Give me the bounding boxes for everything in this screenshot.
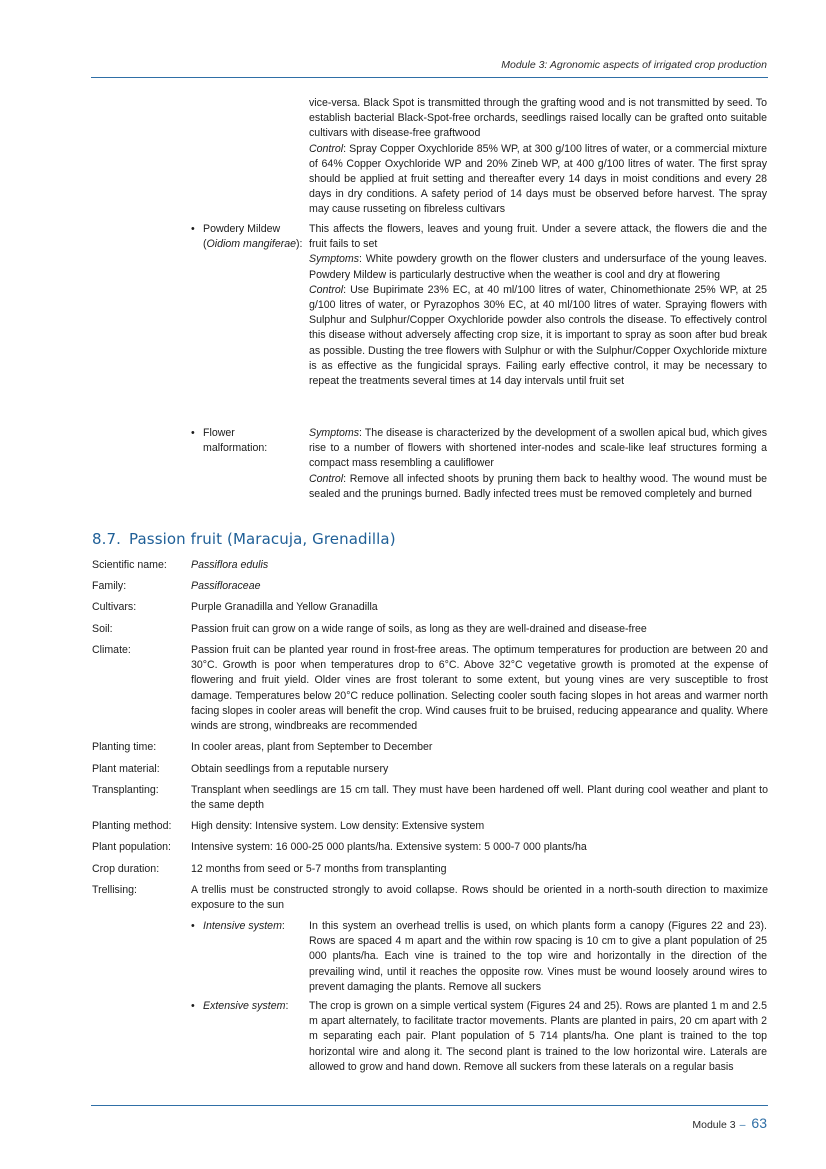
- system-name: Extensive system: [203, 1000, 286, 1012]
- bullet-icon: •: [191, 223, 195, 235]
- row-key: Planting time:: [92, 741, 157, 753]
- disease-name: Flower malformation:: [203, 427, 268, 455]
- row-key: Soil:: [92, 623, 113, 635]
- row-key: Transplanting:: [92, 784, 159, 796]
- system-name: Intensive system: [203, 920, 282, 932]
- powdery-mildew-description: [309, 222, 767, 389]
- row-key: Cultivars:: [92, 601, 137, 613]
- row-value: Transplant when seedlings are 15 cm tall. They must have been hardened off well. Plant during cool weather and plant to the same depth: [191, 784, 768, 812]
- row-value: Passifloraceae: [191, 580, 261, 592]
- row-value: High density: Intensive system. Low density: Extensive system: [191, 820, 485, 832]
- symptoms-label: Symptoms: [309, 253, 360, 266]
- control-text: : Spray Copper Oxychloride 85% WP, at 300 g/100 litres of water, or a commercial mixture of 64% Copper Oxychloride WP and 20% Zineb WP, at 400 g/100 litres of water. The first spray should be applied at fruit setting and thereafter every 14 days in moist conditions and every 28 days in dry conditions. A safety period of 14 days must be observed before harvest. The spray may cause russeting on fibreless cultivars: [309, 142, 767, 216]
- row-value: 12 months from seed or 5-7 months from transplanting: [191, 863, 447, 875]
- page-footer: Module 3 – 63: [692, 1115, 767, 1131]
- bullet-icon: •: [191, 427, 195, 439]
- control-label: Control: [309, 472, 344, 485]
- symptoms-text: : The disease is characterized by the development of a swollen apical bud, which gives rise to a number of flowers with shortened inter-nodes and scale-like leaf structures forming a compact mass resembling a cauliflower: [309, 427, 767, 470]
- powdery-mildew-control: [309, 283, 767, 389]
- row-value: Passion fruit can be planted year round in frost-free areas. The optimum temperatures for production are between 20 and 30°C. Growth is poor when temperatures drop to 6°C. Above 32°C vegetative growth is promoted at the expense of flowering and fruit yield. Older vines are frost tolerant to some extent, but young vines are very susceptible to frost damage. Temperatures below 20°C reduce pollination. Selecting cooler south facing slopes in hot areas and warmer north facing slopes in cooler areas will benefit the crop. Wind causes fruit to be bruised, reducing appearance and quality. Where winds are strong, windbreaks are recommended: [191, 644, 768, 733]
- powdery-mildew-symptoms: [309, 252, 767, 282]
- disease-name: Powdery Mildew: [203, 223, 281, 235]
- section-title: Passion fruit (Maracuja, Grenadilla): [129, 530, 396, 548]
- control-label: Control: [309, 142, 344, 155]
- page-number: 63: [751, 1115, 767, 1131]
- row-key: Plant population:: [92, 841, 171, 853]
- row-key: Climate:: [92, 644, 131, 656]
- bullet-icon: •: [191, 920, 195, 932]
- powdery-mildew-intro: This affects the flowers, leaves and young fruit. Under a severe attack, the flowers die and the fruit fails to set: [309, 223, 767, 251]
- header-rule: [91, 77, 768, 78]
- footer-module: Module 3: [692, 1119, 736, 1131]
- row-key: Family:: [92, 580, 127, 592]
- symptoms-label: Symptoms: [309, 427, 360, 439]
- row-value: A trellis must be constructed strongly to avoid collapse. Rows should be oriented in a north-south direction to maximize exposure to the sun: [191, 884, 768, 912]
- flower-malformation-control: [309, 472, 767, 502]
- section-heading: [92, 532, 396, 547]
- row-value: Purple Granadilla and Yellow Granadilla: [191, 601, 378, 613]
- section-number: 8.7.: [92, 530, 122, 548]
- footer-rule: [91, 1105, 768, 1106]
- row-key: Planting method:: [92, 820, 172, 832]
- flower-malformation-symptoms: [309, 426, 767, 472]
- bullet-icon: •: [191, 1000, 195, 1012]
- row-key: Crop duration:: [92, 863, 160, 875]
- row-value: In cooler areas, plant from September to December: [191, 741, 433, 753]
- row-value: Passion fruit can grow on a wide range of soils, as long as they are well-drained and disease-free: [191, 623, 647, 635]
- row-key: Scientific name:: [92, 559, 167, 571]
- row-value: Passiflora edulis: [191, 559, 269, 571]
- row-value: Intensive system: 16 000-25 000 plants/ha. Extensive system: 5 000-7 000 plants/ha: [191, 841, 587, 853]
- flower-malformation-description: [309, 426, 767, 502]
- control-text: : Use Bupirimate 23% EC, at 40 ml/100 litres of water, Chinomethionate 25% WP, at 25 g/100 litres of water, or Pyrazophos 30% EC, at 40 ml/100 litres of water. Spraying flowers with Sulphur and Sulphur/Copper Oxychloride powder also controls the disease. To effectively control this disease without adversely affecting crop size, it is important to spray as soon after bud break as possible. Dusting the tree flowers with Sulphur or with the Sulphur/Copper Oxychloride mixture is as effective as the fungicidal sprays. Failing early effective control, it may be necessary to repeat the treatments several times at 14 day intervals until fruit set: [309, 283, 767, 388]
- scientific-name: Oidiom mangiferae: [206, 238, 297, 251]
- row-value: Obtain seedlings from a reputable nursery: [191, 763, 389, 775]
- black-spot-control: [309, 142, 767, 218]
- symptoms-text: : White powdery growth on the flower clusters and undersurface of the young leaves. Powdery Mildew is particularly destructive when the weather is cool and dry at flowering: [309, 253, 767, 281]
- black-spot-intro: vice-versa. Black Spot is transmitted through the grafting wood and is not transmitted by seed. To establish bacterial Black-Spot-free orchards, seedlings raised locally can be grafted onto suitable cultivars with disease-free graftwood: [309, 97, 767, 140]
- extensive-system-text: The crop is grown on a simple vertical system (Figures 24 and 25). Rows are planted 1 m and 2.5 m apart alternately, to facilitate tractor movements. Plants are planted in pairs, 20 cm apart with 2 m separating each pair. Plant population of 5 714 plants/ha. One plant is trained to the top horizontal wire and along it. The second plant is trained to the low horizontal wire. Laterals are allowed to grow and hand down. Remove all suckers from these laterals on a regular basis: [309, 1000, 767, 1073]
- running-header: Module 3: Agronomic aspects of irrigated crop production: [501, 59, 767, 71]
- control-text: : Remove all infected shoots by pruning them back to healthy wood. The wound must be sealed and the prunings burned. Badly infected trees must be removed completely and burned: [309, 472, 767, 500]
- row-key: Trellising:: [92, 884, 137, 896]
- black-spot-continuation: [309, 96, 767, 218]
- row-key: Plant material:: [92, 763, 160, 775]
- control-label: Control: [309, 283, 344, 296]
- intensive-system-text: In this system an overhead trellis is used, on which plants form a canopy (Figures 22 and 23). Rows are spaced 4 m apart and the within row spacing is 10 cm to give a plant population of 25 000 plants/ha. Each vine is trained to the top wire and horizontally in the direction of the prevailing wind, until it reaches the opposite row. Vines must be wound loosely around wires to prevent damaging the plants. Remove all suckers: [309, 920, 767, 993]
